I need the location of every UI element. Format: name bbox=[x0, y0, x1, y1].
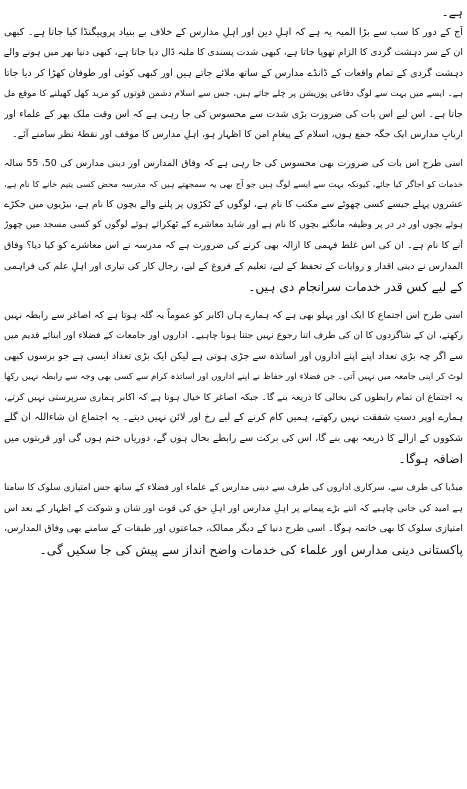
text-line: رکھتے، ان کے شاگردوں کا ان کی طرف اتنا رجوع نہیں جتنا ہونا چاہیے۔ اداروں اور جامعات کے فضلاء اور ابنائے قدیم میں bbox=[4, 330, 463, 342]
text-line: شکووں کے ازالے کا ذریعہ بھی بنے گا، اس کی برکت سے رابطے بحال ہوں گے، دوریاں ختم ہوں گی اور قربتوں میں bbox=[4, 432, 463, 444]
text-line: اضافہ ہوگا۔ bbox=[398, 452, 463, 467]
text-line: دہشت گردی کے تمام واقعات کے ڈانڈے مدارس کے ساتھ ملائے جاتے ہیں اور کبھی کوئی اور طوفان کھڑا کر دیا جاتا bbox=[4, 67, 463, 79]
article-text bbox=[4, 2, 463, 787]
text-line: پاکستانی دینی مدارس اور علماء کی خدمات واضح انداز سے پیش کی جا سکیں گی۔ bbox=[39, 542, 463, 557]
text-line: جاتا ہے۔ اس لیے اس بات کی ضرورت بڑی شدت سے محسوس کی جا رہی ہے کہ اس وقت ملک بھر کے علماء اور bbox=[4, 108, 463, 120]
text-line: ہے۔ ایسے میں بہت سے لوگ دفاعی پوزیشن پر چلے جاتے ہیں، جس سے اسلام دشمن قوتوں کو مزید کھل کھیلنے کا موقع مل bbox=[4, 89, 463, 100]
text-line: یہ اجتماع ان تمام رابطوں کی بحالی کا ذریعہ بنے گا۔ جبکہ اصاغر کا خیال ہوتا ہے کہ اکابر ہماری سرپرستی نہیں کرتے، bbox=[4, 391, 463, 403]
text-line: اربابِ مدارس ایک جگہ جمع ہوں، اسلام کے پیغامِ امن کا اظہار ہو، اہلِ مدارس کا موقف اور نقطۂ نظر سامنے آئے۔ bbox=[12, 129, 463, 141]
text-line: امتیازی سلوک کا بھی خاتمہ ہوگا۔ اسی طرح دنیا کے دیگر ممالک، جماعتوں اور طبقات کے سامنے بھی وفاق المدارس، bbox=[4, 523, 463, 535]
text-line: لوٹ کر اپنی جامعہ میں نہیں آتی۔ جن فضلاء اور حفاظ نے اپنے اداروں اور اساتذہ کرام سے کسی بھی وجہ سے رابطہ نہیں رکھا bbox=[4, 372, 463, 383]
paragraph bbox=[4, 23, 463, 146]
text-line: خدمات کو اجاگر کیا جائے، کیونکہ بہت سے ایسے لوگ ہیں جو آج بھی یہ سمجھتے ہیں کہ مدرسہ محض کسی یتیم خانے کا نام ہے، bbox=[4, 179, 463, 190]
text-line: ہے۔ bbox=[441, 5, 463, 19]
text-line: اسی طرح اس اجتماع کا ایک اور پہلو بھی ہے کہ ہمارے ہاں اکابر کو عموماً یہ گلہ ہوتا ہے کہ اصاغر سے رابطہ نہیں bbox=[4, 309, 463, 321]
paragraph bbox=[4, 154, 463, 298]
text-line: آنے کا نام ہے۔ ان کی اس غلط فہمی کا ازالہ بھی کرنے کی ضرورت ہے کہ مدرسہ نے اس معاشرے کو کیا دیا؟ وفاق bbox=[4, 240, 463, 252]
text-line: میڈیا کی طرف سے، سرکاری اداروں کی طرف سے دینی مدارس کے علماء اور فضلاء کے ساتھ جس امتیازی سلوک کا سامنا bbox=[4, 483, 463, 494]
text-line: اسی طرح اس بات کی ضرورت بھی محسوس کی جا رہی ہے کہ وفاق المدارس اور دینی مدارس کی 50، 55 سالہ bbox=[4, 157, 463, 169]
text-line: ہمارے اوپر دستِ شفقت نہیں رکھتے، ہمیں کام کرنے کے لیے رخ اور لائن نہیں دیتے۔ یہ اجتماع ان شاءاللہ ان گلے bbox=[4, 412, 463, 424]
paragraph bbox=[4, 478, 463, 560]
paragraph bbox=[4, 306, 463, 470]
text-line: ہوئے بچوں اور در در پر وظیفہ مانگتے بچوں کا نام ہے اور شاید معاشرے کے ٹھکرائے ہوئے لوگوں کو کسی مسجد میں چھوڑ bbox=[4, 220, 463, 231]
text-line: کے لیے کس قدر خدمات سرانجام دی ہیں۔ bbox=[248, 280, 463, 295]
text-line: ان کے سر دہشت گردی کا الزام تھوپا جاتا ہے، کبھی شدت پسندی کا ملبہ ڈال دیا جاتا ہے، کبھی دنیا بھر میں ہونے والے bbox=[4, 47, 463, 59]
text-line: ہے امید کی جانی چاہیے کہ اتنے بڑے پیمانے پر اہلِ مدارس اور اہلِ حق کی قوت اور شان و شوکت کے اظہار کے بعد اس bbox=[4, 502, 463, 514]
text-line: آج کے دور کا سب سے بڑا المیہ یہ ہے کہ اہلِ دین اور اہلِ مدارس کے خلاف بے بنیاد پروپیگنڈا کیا جاتا ہے۔ کبھی bbox=[4, 26, 463, 38]
paragraph bbox=[4, 2, 463, 23]
text-line: عشروں پہلے جیسے کسی چھوٹے سے مکتب کا نام ہے، لوگوں کے ٹکڑوں پر پلنے والے بچوں کا نام ہے، بیڑیوں میں جکڑے bbox=[4, 198, 463, 210]
text-line: سے اگر چہ بڑی تعداد اپنے اپنے اداروں اور اساتذہ سے جڑی ہوتی ہے لیکن ایک بڑی تعداد ایسی ہے جو برسوں کبھی bbox=[4, 350, 463, 362]
text-line: المدارس نے دینی اقدار و روایات کے تحفظ کے لیے، تعلیم کے فروغ کے لیے، رجال کار کی تیاری اور اہلِ علم کی فراہمی bbox=[4, 260, 463, 272]
